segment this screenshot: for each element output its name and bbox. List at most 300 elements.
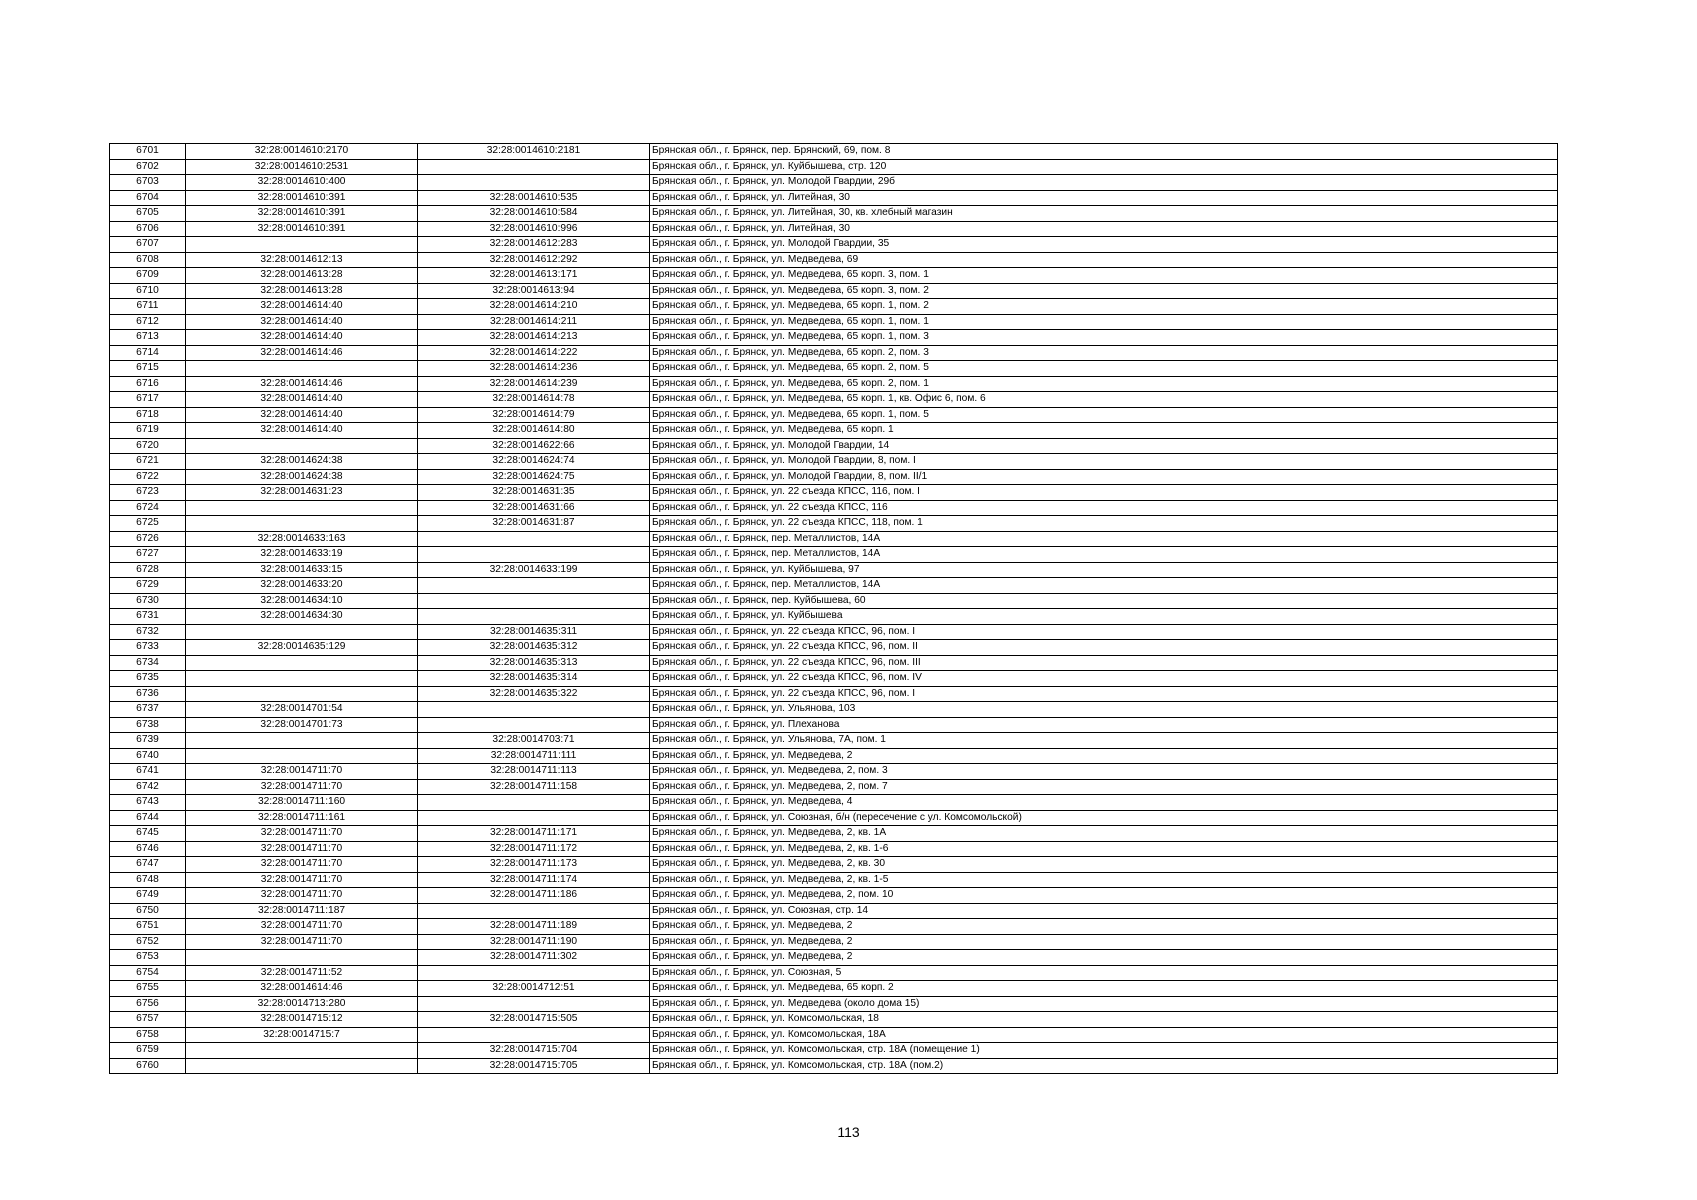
address-cell: Брянская обл., г. Брянск, ул. 22 съезда КПСС, 96, пом. III	[650, 655, 1558, 671]
row-number-cell: 6737	[110, 702, 186, 718]
object-number-cell: 32:28:0014614:79	[418, 407, 650, 423]
land-parcel-number-cell	[186, 516, 418, 532]
row-number-cell: 6738	[110, 717, 186, 733]
row-number-cell: 6756	[110, 996, 186, 1012]
address-cell: Брянская обл., г. Брянск, ул. Медведева, 65 корп. 2, пом. 1	[650, 376, 1558, 392]
address-cell: Брянская обл., г. Брянск, ул. Медведева, 2	[650, 748, 1558, 764]
table-row	[110, 841, 1558, 857]
table-row	[110, 981, 1558, 997]
row-number-cell: 6743	[110, 795, 186, 811]
land-parcel-number-cell: 32:28:0014711:187	[186, 903, 418, 919]
row-number-cell: 6732	[110, 624, 186, 640]
address-cell: Брянская обл., г. Брянск, ул. Молодой Гвардии, 14	[650, 438, 1558, 454]
object-number-cell	[418, 1027, 650, 1043]
row-number-cell: 6718	[110, 407, 186, 423]
table-row	[110, 206, 1558, 222]
table-row	[110, 593, 1558, 609]
table-row	[110, 221, 1558, 237]
row-number-cell: 6702	[110, 159, 186, 175]
object-number-cell: 32:28:0014715:705	[418, 1058, 650, 1074]
table-row	[110, 717, 1558, 733]
object-number-cell: 32:28:0014712:51	[418, 981, 650, 997]
row-number-cell: 6714	[110, 345, 186, 361]
address-cell: Брянская обл., г. Брянск, пер. Металлистов, 14А	[650, 547, 1558, 563]
table-row	[110, 872, 1558, 888]
table-row	[110, 950, 1558, 966]
table-row	[110, 655, 1558, 671]
land-parcel-number-cell: 32:28:0014614:40	[186, 423, 418, 439]
row-number-cell: 6726	[110, 531, 186, 547]
object-number-cell: 32:28:0014711:302	[418, 950, 650, 966]
row-number-cell: 6747	[110, 857, 186, 873]
object-number-cell: 32:28:0014711:174	[418, 872, 650, 888]
table-row	[110, 159, 1558, 175]
row-number-cell: 6716	[110, 376, 186, 392]
row-number-cell: 6742	[110, 779, 186, 795]
object-number-cell: 32:28:0014715:505	[418, 1012, 650, 1028]
table-row	[110, 392, 1558, 408]
table-row	[110, 500, 1558, 516]
address-cell: Брянская обл., г. Брянск, ул. Медведева, 65 корп. 2, пом. 5	[650, 361, 1558, 377]
land-parcel-number-cell: 32:28:0014701:54	[186, 702, 418, 718]
land-parcel-number-cell	[186, 950, 418, 966]
table-row	[110, 469, 1558, 485]
address-cell: Брянская обл., г. Брянск, ул. 22 съезда КПСС, 96, пом. I	[650, 624, 1558, 640]
address-cell: Брянская обл., г. Брянск, ул. Медведева, 65 корп. 2	[650, 981, 1558, 997]
address-cell: Брянская обл., г. Брянск, ул. Ульянова, 103	[650, 702, 1558, 718]
object-number-cell: 32:28:0014711:158	[418, 779, 650, 795]
object-number-cell: 32:28:0014635:322	[418, 686, 650, 702]
table-row	[110, 764, 1558, 780]
row-number-cell: 6739	[110, 733, 186, 749]
land-parcel-number-cell	[186, 671, 418, 687]
table-row	[110, 888, 1558, 904]
address-cell: Брянская обл., г. Брянск, ул. Союзная, стр. 14	[650, 903, 1558, 919]
object-number-cell: 32:28:0014711:113	[418, 764, 650, 780]
land-parcel-number-cell: 32:28:0014711:70	[186, 919, 418, 935]
row-number-cell: 6713	[110, 330, 186, 346]
address-cell: Брянская обл., г. Брянск, ул. Медведева, 2	[650, 934, 1558, 950]
land-parcel-number-cell: 32:28:0014711:70	[186, 888, 418, 904]
address-cell: Брянская обл., г. Брянск, ул. Медведева (около дома 15)	[650, 996, 1558, 1012]
object-number-cell: 32:28:0014613:94	[418, 283, 650, 299]
object-number-cell: 32:28:0014614:78	[418, 392, 650, 408]
row-number-cell: 6748	[110, 872, 186, 888]
address-cell: Брянская обл., г. Брянск, ул. Комсомольская, 18	[650, 1012, 1558, 1028]
table-row	[110, 268, 1558, 284]
land-parcel-number-cell: 32:28:0014711:70	[186, 779, 418, 795]
row-number-cell: 6729	[110, 578, 186, 594]
table-row	[110, 237, 1558, 253]
object-number-cell: 32:28:0014614:213	[418, 330, 650, 346]
address-cell: Брянская обл., г. Брянск, ул. Молодой Гвардии, 8, пом. II/1	[650, 469, 1558, 485]
table-row	[110, 407, 1558, 423]
table-row	[110, 686, 1558, 702]
object-number-cell: 32:28:0014614:236	[418, 361, 650, 377]
row-number-cell: 6717	[110, 392, 186, 408]
row-number-cell: 6741	[110, 764, 186, 780]
table-row	[110, 1058, 1558, 1074]
row-number-cell: 6705	[110, 206, 186, 222]
table-row	[110, 376, 1558, 392]
land-parcel-number-cell	[186, 655, 418, 671]
object-number-cell: 32:28:0014614:239	[418, 376, 650, 392]
land-parcel-number-cell	[186, 686, 418, 702]
land-parcel-number-cell: 32:28:0014633:20	[186, 578, 418, 594]
land-parcel-number-cell: 32:28:0014612:13	[186, 252, 418, 268]
object-number-cell: 32:28:0014631:35	[418, 485, 650, 501]
row-number-cell: 6751	[110, 919, 186, 935]
row-number-cell: 6719	[110, 423, 186, 439]
object-number-cell: 32:28:0014614:210	[418, 299, 650, 315]
row-number-cell: 6720	[110, 438, 186, 454]
address-cell: Брянская обл., г. Брянск, ул. Медведева, 65 корп. 3, пом. 1	[650, 268, 1558, 284]
object-number-cell: 32:28:0014610:996	[418, 221, 650, 237]
table-row	[110, 485, 1558, 501]
object-number-cell	[418, 159, 650, 175]
object-number-cell: 32:28:0014631:87	[418, 516, 650, 532]
address-cell: Брянская обл., г. Брянск, ул. Комсомольская, 18А	[650, 1027, 1558, 1043]
table-row	[110, 857, 1558, 873]
table-row	[110, 996, 1558, 1012]
row-number-cell: 6760	[110, 1058, 186, 1074]
row-number-cell: 6749	[110, 888, 186, 904]
address-cell: Брянская обл., г. Брянск, ул. 22 съезда КПСС, 96, пом. I	[650, 686, 1558, 702]
object-number-cell	[418, 795, 650, 811]
land-parcel-number-cell: 32:28:0014715:12	[186, 1012, 418, 1028]
object-number-cell: 32:28:0014635:311	[418, 624, 650, 640]
address-cell: Брянская обл., г. Брянск, ул. Медведева, 65 корп. 1, пом. 2	[650, 299, 1558, 315]
land-parcel-number-cell: 32:28:0014633:163	[186, 531, 418, 547]
row-number-cell: 6759	[110, 1043, 186, 1059]
row-number-cell: 6721	[110, 454, 186, 470]
land-parcel-number-cell	[186, 1043, 418, 1059]
land-parcel-number-cell: 32:28:0014613:28	[186, 283, 418, 299]
object-number-cell: 32:28:0014622:66	[418, 438, 650, 454]
address-cell: Брянская обл., г. Брянск, ул. Медведева, 65 корп. 2, пом. 3	[650, 345, 1558, 361]
row-number-cell: 6709	[110, 268, 186, 284]
address-cell: Брянская обл., г. Брянск, ул. Союзная, б/н (пересечение с ул. Комсомольской)	[650, 810, 1558, 826]
table-row	[110, 175, 1558, 191]
table-row	[110, 547, 1558, 563]
land-parcel-number-cell	[186, 438, 418, 454]
row-number-cell: 6750	[110, 903, 186, 919]
address-cell: Брянская обл., г. Брянск, ул. Куйбышева, 97	[650, 562, 1558, 578]
table-row	[110, 454, 1558, 470]
address-cell: Брянская обл., г. Брянск, ул. Медведева, 2, пом. 10	[650, 888, 1558, 904]
address-cell: Брянская обл., г. Брянск, ул. Медведева, 65 корп. 1	[650, 423, 1558, 439]
land-parcel-number-cell	[186, 1058, 418, 1074]
address-cell: Брянская обл., г. Брянск, ул. Медведева, 2, кв. 1-5	[650, 872, 1558, 888]
land-parcel-number-cell: 32:28:0014634:10	[186, 593, 418, 609]
land-parcel-number-cell: 32:28:0014614:40	[186, 407, 418, 423]
object-number-cell: 32:28:0014610:535	[418, 190, 650, 206]
address-cell: Брянская обл., г. Брянск, ул. Медведева, 65 корп. 3, пом. 2	[650, 283, 1558, 299]
table-row	[110, 516, 1558, 532]
table-row	[110, 1012, 1558, 1028]
address-cell: Брянская обл., г. Брянск, ул. 22 съезда КПСС, 96, пом. II	[650, 640, 1558, 656]
row-number-cell: 6733	[110, 640, 186, 656]
land-parcel-number-cell	[186, 624, 418, 640]
row-number-cell: 6703	[110, 175, 186, 191]
table-row	[110, 423, 1558, 439]
row-number-cell: 6707	[110, 237, 186, 253]
object-number-cell: 32:28:0014711:189	[418, 919, 650, 935]
land-parcel-number-cell: 32:28:0014634:30	[186, 609, 418, 625]
object-number-cell: 32:28:0014613:171	[418, 268, 650, 284]
land-parcel-number-cell	[186, 361, 418, 377]
object-number-cell	[418, 609, 650, 625]
row-number-cell: 6710	[110, 283, 186, 299]
row-number-cell: 6711	[110, 299, 186, 315]
address-cell: Брянская обл., г. Брянск, ул. Медведева, 2, кв. 1А	[650, 826, 1558, 842]
address-cell: Брянская обл., г. Брянск, ул. 22 съезда КПСС, 118, пом. 1	[650, 516, 1558, 532]
land-parcel-number-cell: 32:28:0014631:23	[186, 485, 418, 501]
row-number-cell: 6725	[110, 516, 186, 532]
land-parcel-number-cell: 32:28:0014610:400	[186, 175, 418, 191]
land-parcel-number-cell: 32:28:0014614:46	[186, 345, 418, 361]
row-number-cell: 6752	[110, 934, 186, 950]
land-parcel-number-cell: 32:28:0014624:38	[186, 469, 418, 485]
object-number-cell	[418, 547, 650, 563]
row-number-cell: 6723	[110, 485, 186, 501]
object-number-cell: 32:28:0014635:313	[418, 655, 650, 671]
land-parcel-number-cell: 32:28:0014614:46	[186, 376, 418, 392]
table-row	[110, 190, 1558, 206]
address-cell: Брянская обл., г. Брянск, ул. Медведева, 65 корп. 1, пом. 1	[650, 314, 1558, 330]
object-number-cell	[418, 175, 650, 191]
address-cell: Брянская обл., г. Брянск, ул. Молодой Гвардии, 29б	[650, 175, 1558, 191]
row-number-cell: 6740	[110, 748, 186, 764]
object-number-cell	[418, 702, 650, 718]
row-number-cell: 6754	[110, 965, 186, 981]
address-cell: Брянская обл., г. Брянск, ул. Комсомольская, стр. 18А (пом.2)	[650, 1058, 1558, 1074]
address-cell: Брянская обл., г. Брянск, ул. 22 съезда КПСС, 116, пом. I	[650, 485, 1558, 501]
row-number-cell: 6736	[110, 686, 186, 702]
table-row	[110, 965, 1558, 981]
row-number-cell: 6745	[110, 826, 186, 842]
land-parcel-number-cell	[186, 500, 418, 516]
object-number-cell: 32:28:0014633:199	[418, 562, 650, 578]
address-cell: Брянская обл., г. Брянск, ул. Медведева, 2	[650, 919, 1558, 935]
object-number-cell: 32:28:0014610:2181	[418, 144, 650, 160]
row-number-cell: 6753	[110, 950, 186, 966]
table-row	[110, 826, 1558, 842]
land-parcel-number-cell: 32:28:0014635:129	[186, 640, 418, 656]
address-cell: Брянская обл., г. Брянск, ул. Комсомольская, стр. 18А (помещение 1)	[650, 1043, 1558, 1059]
land-parcel-number-cell: 32:28:0014614:46	[186, 981, 418, 997]
address-cell: Брянская обл., г. Брянск, ул. Медведева, 69	[650, 252, 1558, 268]
table-row	[110, 748, 1558, 764]
land-parcel-number-cell: 32:28:0014633:15	[186, 562, 418, 578]
object-number-cell	[418, 578, 650, 594]
property-registry-table	[109, 143, 1558, 1074]
object-number-cell: 32:28:0014711:171	[418, 826, 650, 842]
object-number-cell: 32:28:0014711:190	[418, 934, 650, 950]
table-row	[110, 330, 1558, 346]
row-number-cell: 6735	[110, 671, 186, 687]
row-number-cell: 6755	[110, 981, 186, 997]
address-cell: Брянская обл., г. Брянск, ул. Медведева, 4	[650, 795, 1558, 811]
table-row	[110, 345, 1558, 361]
object-number-cell	[418, 965, 650, 981]
address-cell: Брянская обл., г. Брянск, ул. Литейная, 30	[650, 221, 1558, 237]
land-parcel-number-cell: 32:28:0014633:19	[186, 547, 418, 563]
object-number-cell: 32:28:0014631:66	[418, 500, 650, 516]
row-number-cell: 6731	[110, 609, 186, 625]
object-number-cell: 32:28:0014635:312	[418, 640, 650, 656]
table-row	[110, 562, 1558, 578]
address-cell: Брянская обл., г. Брянск, ул. Союзная, 5	[650, 965, 1558, 981]
address-cell: Брянская обл., г. Брянск, ул. Медведева, 65 корп. 1, кв. Офис 6, пом. 6	[650, 392, 1558, 408]
land-parcel-number-cell: 32:28:0014610:2170	[186, 144, 418, 160]
table-row	[110, 733, 1558, 749]
object-number-cell: 32:28:0014703:71	[418, 733, 650, 749]
object-number-cell	[418, 996, 650, 1012]
object-number-cell: 32:28:0014612:283	[418, 237, 650, 253]
address-cell: Брянская обл., г. Брянск, ул. Медведева, 2, пом. 7	[650, 779, 1558, 795]
row-number-cell: 6727	[110, 547, 186, 563]
land-parcel-number-cell: 32:28:0014711:70	[186, 934, 418, 950]
table-row	[110, 438, 1558, 454]
object-number-cell: 32:28:0014711:173	[418, 857, 650, 873]
land-parcel-number-cell: 32:28:0014610:391	[186, 221, 418, 237]
object-number-cell: 32:28:0014711:172	[418, 841, 650, 857]
row-number-cell: 6734	[110, 655, 186, 671]
table-row	[110, 1027, 1558, 1043]
land-parcel-number-cell	[186, 748, 418, 764]
address-cell: Брянская обл., г. Брянск, ул. Медведева, 2, пом. 3	[650, 764, 1558, 780]
object-number-cell: 32:28:0014612:292	[418, 252, 650, 268]
object-number-cell: 32:28:0014614:211	[418, 314, 650, 330]
address-cell: Брянская обл., г. Брянск, ул. Ульянова, 7А, пом. 1	[650, 733, 1558, 749]
row-number-cell: 6746	[110, 841, 186, 857]
object-number-cell: 32:28:0014711:111	[418, 748, 650, 764]
object-number-cell: 32:28:0014624:74	[418, 454, 650, 470]
address-cell: Брянская обл., г. Брянск, пер. Металлистов, 14А	[650, 531, 1558, 547]
row-number-cell: 6712	[110, 314, 186, 330]
row-number-cell: 6708	[110, 252, 186, 268]
object-number-cell	[418, 903, 650, 919]
address-cell: Брянская обл., г. Брянск, пер. Куйбышева, 60	[650, 593, 1558, 609]
row-number-cell: 6715	[110, 361, 186, 377]
table-row	[110, 609, 1558, 625]
land-parcel-number-cell	[186, 733, 418, 749]
table-row	[110, 702, 1558, 718]
address-cell: Брянская обл., г. Брянск, ул. Молодой Гвардии, 8, пом. I	[650, 454, 1558, 470]
land-parcel-number-cell: 32:28:0014711:52	[186, 965, 418, 981]
table-row	[110, 361, 1558, 377]
table-row	[110, 299, 1558, 315]
table-row	[110, 640, 1558, 656]
table-row	[110, 283, 1558, 299]
row-number-cell: 6724	[110, 500, 186, 516]
row-number-cell: 6757	[110, 1012, 186, 1028]
table-row	[110, 779, 1558, 795]
row-number-cell: 6728	[110, 562, 186, 578]
address-cell: Брянская обл., г. Брянск, ул. Медведева, 2	[650, 950, 1558, 966]
row-number-cell: 6730	[110, 593, 186, 609]
object-number-cell: 32:28:0014614:222	[418, 345, 650, 361]
object-number-cell: 32:28:0014624:75	[418, 469, 650, 485]
row-number-cell: 6758	[110, 1027, 186, 1043]
address-cell: Брянская обл., г. Брянск, ул. Молодой Гвардии, 35	[650, 237, 1558, 253]
object-number-cell: 32:28:0014635:314	[418, 671, 650, 687]
object-number-cell	[418, 810, 650, 826]
object-number-cell	[418, 593, 650, 609]
land-parcel-number-cell: 32:28:0014614:40	[186, 330, 418, 346]
object-number-cell	[418, 531, 650, 547]
land-parcel-number-cell: 32:28:0014711:70	[186, 826, 418, 842]
table-row	[110, 624, 1558, 640]
address-cell: Брянская обл., г. Брянск, ул. Плеханова	[650, 717, 1558, 733]
address-cell: Брянская обл., г. Брянск, ул. 22 съезда КПСС, 116	[650, 500, 1558, 516]
land-parcel-number-cell: 32:28:0014614:40	[186, 392, 418, 408]
land-parcel-number-cell: 32:28:0014701:73	[186, 717, 418, 733]
row-number-cell: 6722	[110, 469, 186, 485]
object-number-cell: 32:28:0014614:80	[418, 423, 650, 439]
land-parcel-number-cell	[186, 237, 418, 253]
table-row	[110, 252, 1558, 268]
page-number: 113	[837, 1124, 860, 1140]
registry-table-body	[110, 144, 1558, 1074]
table-row	[110, 903, 1558, 919]
land-parcel-number-cell: 32:28:0014715:7	[186, 1027, 418, 1043]
land-parcel-number-cell: 32:28:0014613:28	[186, 268, 418, 284]
row-number-cell: 6701	[110, 144, 186, 160]
table-row	[110, 810, 1558, 826]
table-row	[110, 934, 1558, 950]
row-number-cell: 6704	[110, 190, 186, 206]
land-parcel-number-cell: 32:28:0014624:38	[186, 454, 418, 470]
land-parcel-number-cell: 32:28:0014711:161	[186, 810, 418, 826]
table-row	[110, 531, 1558, 547]
land-parcel-number-cell: 32:28:0014711:70	[186, 872, 418, 888]
address-cell: Брянская обл., г. Брянск, ул. Медведева, 2, кв. 30	[650, 857, 1558, 873]
land-parcel-number-cell: 32:28:0014610:391	[186, 190, 418, 206]
address-cell: Брянская обл., г. Брянск, пер. Металлистов, 14А	[650, 578, 1558, 594]
land-parcel-number-cell: 32:28:0014711:70	[186, 857, 418, 873]
land-parcel-number-cell: 32:28:0014614:40	[186, 314, 418, 330]
land-parcel-number-cell: 32:28:0014614:40	[186, 299, 418, 315]
object-number-cell: 32:28:0014610:584	[418, 206, 650, 222]
table-row	[110, 671, 1558, 687]
address-cell: Брянская обл., г. Брянск, ул. Медведева, 65 корп. 1, пом. 3	[650, 330, 1558, 346]
land-parcel-number-cell: 32:28:0014713:280	[186, 996, 418, 1012]
land-parcel-number-cell: 32:28:0014610:391	[186, 206, 418, 222]
address-cell: Брянская обл., г. Брянск, ул. Медведева, 2, кв. 1-6	[650, 841, 1558, 857]
address-cell: Брянская обл., г. Брянск, ул. Медведева, 65 корп. 1, пом. 5	[650, 407, 1558, 423]
table-row	[110, 144, 1558, 160]
address-cell: Брянская обл., г. Брянск, ул. Литейная, 30	[650, 190, 1558, 206]
row-number-cell: 6706	[110, 221, 186, 237]
address-cell: Брянская обл., г. Брянск, ул. 22 съезда КПСС, 96, пом. IV	[650, 671, 1558, 687]
table-row	[110, 314, 1558, 330]
land-parcel-number-cell: 32:28:0014711:70	[186, 841, 418, 857]
table-row	[110, 578, 1558, 594]
object-number-cell	[418, 717, 650, 733]
land-parcel-number-cell: 32:28:0014610:2531	[186, 159, 418, 175]
address-cell: Брянская обл., г. Брянск, пер. Брянский, 69, пом. 8	[650, 144, 1558, 160]
table-row	[110, 1043, 1558, 1059]
table-row	[110, 919, 1558, 935]
address-cell: Брянская обл., г. Брянск, ул. Литейная, 30, кв. хлебный магазин	[650, 206, 1558, 222]
object-number-cell: 32:28:0014711:186	[418, 888, 650, 904]
row-number-cell: 6744	[110, 810, 186, 826]
land-parcel-number-cell: 32:28:0014711:70	[186, 764, 418, 780]
object-number-cell: 32:28:0014715:704	[418, 1043, 650, 1059]
land-parcel-number-cell: 32:28:0014711:160	[186, 795, 418, 811]
